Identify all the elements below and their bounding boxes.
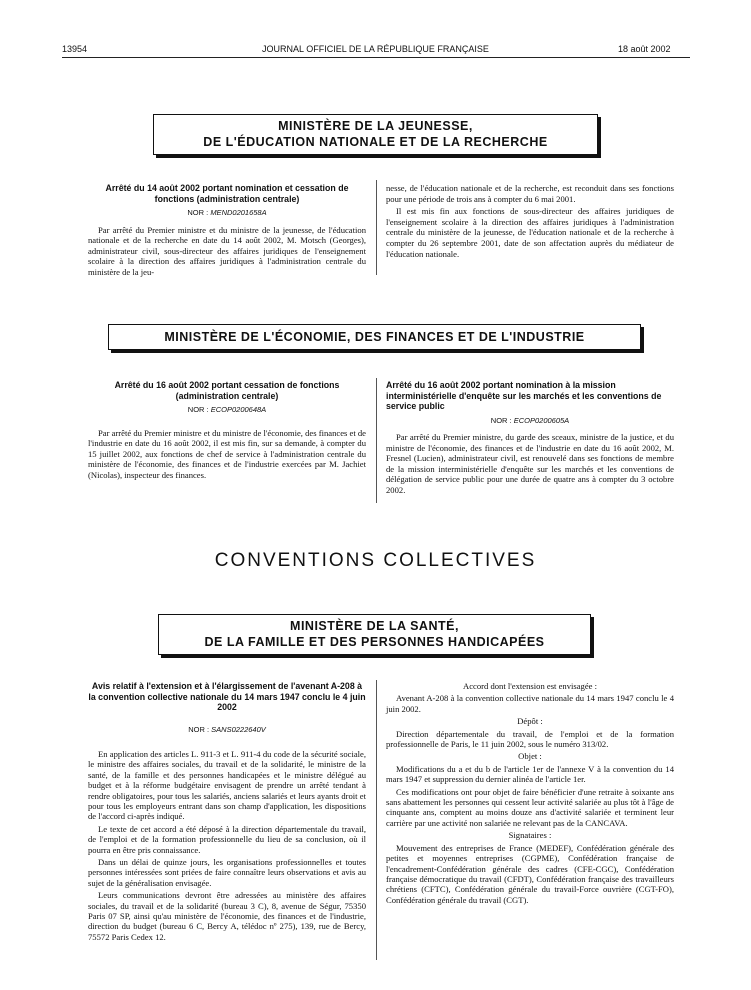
paragraph: Par arrêté du Premier ministre, du garde des sceaux, ministre de la justice, et du ministre de l'économie, des finances et de l'industrie en date du 16 août 2002, M. Fresnel (Lucien), administrateur civil, est renouvelé dans ses fonctions de membre de la mission interministérielle d'enquête sur les marchés et les conventions de délégation de service public pour une durée de quatre ans à compter du 3 octobre 2002.	[386, 432, 674, 496]
arrete-title: Arrêté du 16 août 2002 portant nomination à la mission interministérielle d'enquête sur les marchés et les conventions de service public	[386, 380, 662, 411]
paragraph: Modifications du a et du b de l'article 1er de l'annexe V à la convention du 14 mars 1947 et suppression du dernier alinéa de l'article 1er.	[386, 763, 674, 785]
paragraph: Avenant A-208 à la convention collective nationale du 14 mars 1947 conclu le 4 juin 2002.	[386, 693, 674, 714]
ministry-heading-education	[153, 114, 598, 155]
avis-title: Avis relatif à l'extension et à l'élargissement de l'avenant A-208 à la convention collective nationale du 14 mars 1947 conclu le 4 juin 2002	[88, 681, 366, 712]
column-divider	[376, 180, 377, 275]
paragraph: Accord dont l'extension est envisagée :	[463, 681, 597, 691]
ministry-line1: MINISTÈRE DE LA SANTÉ,	[290, 619, 459, 633]
arrete-economie-left	[88, 380, 366, 483]
nor-reference: NOR : SANS0222640V	[188, 724, 266, 734]
ministry-heading-economie	[108, 324, 641, 350]
column-divider	[376, 680, 377, 960]
paragraph: Dans un délai de quinze jours, les organisations professionnelles et toutes personnes intéressées sont priées de faire connaître leurs observations et avis au sujet de la généralisation envisagée.	[88, 856, 366, 888]
nor-reference: NOR : ECOP0200605A	[490, 415, 570, 425]
paragraph: Le texte de cet accord a été déposé à la direction départementale du travail, de l'emploi et de la formation professionnelle du lieu de sa conclusion, où il pourra en être pris connaissance.	[88, 823, 366, 855]
ministry-heading-sante	[158, 614, 591, 655]
column-divider	[376, 378, 377, 503]
arrete-economie-right	[386, 380, 674, 498]
paragraph: Leurs communications devront être adressées au ministère des affaires sociales, du travail et de la solidarité (bureau 3 C), 8, avenue de Ségur, 75350 Paris 07 SP, ainsi qu'au ministère de l'économie, des finances et de l'industrie, direction du budget (bureau 6 C, Bercy A, télédoc nº 275), 139, rue de Bercy, 75572 Paris Cedex 12.	[88, 890, 366, 942]
ministry-line2: DE LA FAMILLE ET DES PERSONNES HANDICAPÉES	[204, 635, 545, 649]
paragraph: En application des articles L. 911-3 et L. 911-4 du code de la sécurité sociale, le ministre des affaires sociales, du travail et de la solidarité, le ministre de la santé, de la famille et des personnes handicapées et le ministre délégué au budget et à la réforme budgétaire envisagent de prendre un arrêté tendant à rendre obligatoires, pour tous les salariés, anciens salariés et leurs ayants droit et pour tous les employeurs entrant dans son champ d'application, les dispositions de l'accord ci-après indiqué.	[88, 748, 366, 822]
paragraph: Il est mis fin aux fonctions de sous-directeur des affaires juridiques de l'enseignement scolaire à la direction des affaires juridiques à l'administration centrale du ministère de la jeunesse, de l'éducation nationale et de la recherche à compter du 26 septembre 2001, date de son affectation auprès du médiateur de l'éducation nationale.	[386, 206, 674, 259]
arrete-education-left	[88, 183, 366, 280]
paragraph: Ces modifications ont pour objet de faire bénéficier d'une retraite à soixante ans sans abattement les personnes qui cessent leur activité salariée au plus tôt à l'âge de cinquante ans, comptent au moins douze ans d'activité salariée et terminent leur carrière par une activité non salariée ne relevant pas de la CANCAVA.	[386, 786, 674, 828]
nor-reference: NOR : MEND0201658A	[187, 208, 267, 217]
section-title: CONVENTIONS COLLECTIVES	[214, 550, 537, 571]
nor-reference: NOR : ECOP0200648A	[187, 405, 267, 414]
paragraph: Par arrêté du Premier ministre et du ministre de la jeunesse, de l'éducation nationale et de la recherche en date du 14 août 2002, M. Motsch (Georges), administrateur civil, sous-directeur des affaires juridiques de l'enseignement scolaire à la direction des affaires juridiques à l'administration centrale du ministère de la jeu-	[88, 224, 366, 277]
header-date: 18 août 2002	[618, 44, 671, 54]
subheading-depot: Dépôt :	[517, 716, 543, 727]
ministry-line1: MINISTÈRE DE L'ÉCONOMIE, DES FINANCES ET DE L'INDUSTRIE	[164, 330, 585, 344]
paragraph: Mouvement des entreprises de France (MEDEF), Confédération générale des petites et moyennes entreprises (CGPME), Confédération française de l'encadrement-Confédération générale des cadres (CFE-CGC), Confédération française démocratique du travail (CFDT), Confédération française des travailleurs chrétiens (CFTC), Confédération générale du travail-Force ouvrière (CGT-FO), Confédération générale du travail (CGT).	[386, 842, 674, 905]
subheading-signataires: Signataires :	[508, 830, 552, 841]
paragraph: Direction départementale du travail, de l'emploi et de la formation professionnelle de Paris, le 11 juin 2002, sous le numéro 313/02.	[386, 728, 674, 750]
avis-left-column	[88, 681, 366, 944]
ministry-line2: DE L'ÉDUCATION NATIONALE ET DE LA RECHERCHE	[203, 135, 548, 149]
ministry-line1: MINISTÈRE DE LA JEUNESSE,	[278, 119, 473, 133]
header-rule	[62, 57, 690, 58]
journal-title: JOURNAL OFFICIEL DE LA RÉPUBLIQUE FRANÇAISE	[262, 44, 489, 54]
page-number: 13954	[62, 44, 88, 54]
avis-right-column	[386, 681, 674, 907]
arrete-title: Arrêté du 16 août 2002 portant cessation de fonctions (administration centrale)	[114, 380, 340, 401]
paragraph: Par arrêté du Premier ministre et du ministre de l'économie, des finances et de l'industrie en date du 16 août 2002, il est mis fin, sur sa demande, à compter du 15 juillet 2002, aux fonctions de chef de service à l'administration centrale du ministère de l'économie, des finances et de l'industrie exercées par M. Jachiet (Nicolas), inspecteur des finances.	[88, 427, 366, 480]
subheading-objet: Objet :	[518, 751, 542, 762]
paragraph: nesse, de l'éducation nationale et de la recherche, est reconduit dans ses fonctions pour une période de trois ans à compter du 6 mai 2001.	[386, 183, 674, 204]
arrete-education-right	[386, 183, 674, 261]
arrete-title: Arrêté du 14 août 2002 portant nomination et cessation de fonctions (administration centrale)	[105, 183, 349, 204]
